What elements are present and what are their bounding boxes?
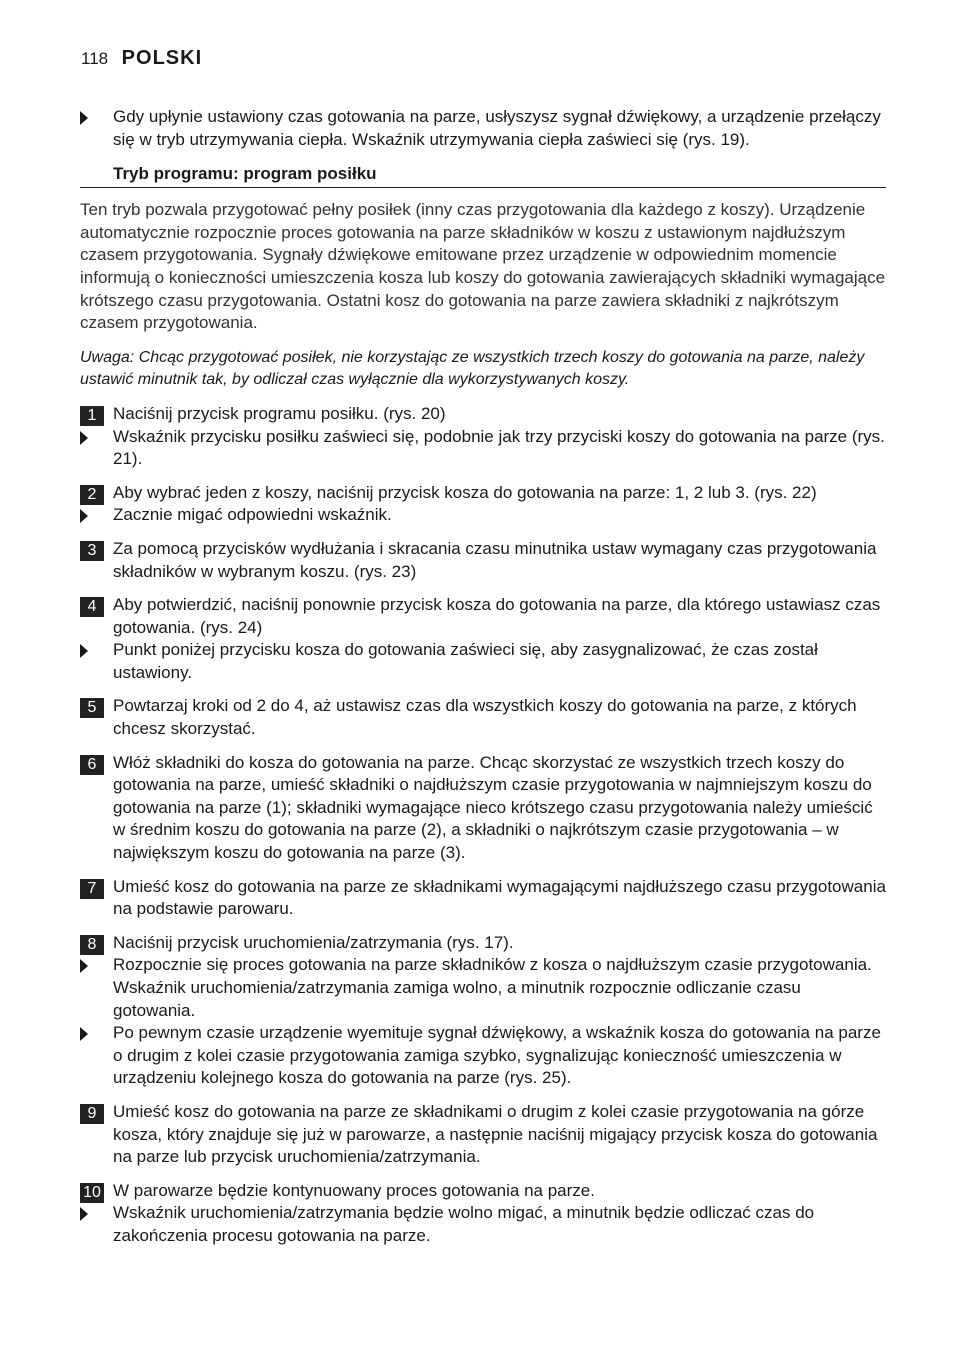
result-bullet (80, 106, 886, 151)
result-bullet (80, 1202, 886, 1247)
result-bullet (80, 504, 886, 527)
step-number-badge: 10 (80, 1183, 104, 1203)
step-number-badge: 3 (80, 541, 104, 561)
section-intro: Ten tryb pozwala przygotować pełny posiłek (inny czas przygotowania dla każdego z koszy). Urządzenie automatycznie rozpocznie proces gotowania na parze składników w koszu z ustawionym najdłuższym czasem przygotowania. Sygnały dźwiękowe emitowane przez urządzenie w odpowiednim momencie informują o konieczności umieszczenia kosza lub koszy do gotowania zawierających składniki wymagające krótszego czasu przygotowania. Ostatni kosz do gotowania na parze zawiera składniki z najkrótszym czasem przygotowania. (80, 200, 886, 333)
steps-list (80, 403, 886, 1248)
step-item (80, 752, 886, 865)
step-item (80, 403, 886, 471)
bullet-text: Wskaźnik przycisku posiłku zaświeci się, podobnie jak trzy przyciski koszy do gotowania na parze (rys. 21). (113, 426, 885, 469)
step-instruction (80, 403, 886, 426)
result-bullet (80, 639, 886, 684)
result-bullet (80, 426, 886, 471)
bullet-text: Zacznie migać odpowiedni wskaźnik. (113, 505, 392, 525)
step-number-badge: 6 (80, 755, 104, 775)
step-item (80, 1101, 886, 1169)
step-instruction (80, 482, 886, 505)
bullet-text: Punkt poniżej przycisku kosza do gotowania zaświeci się, aby zasygnalizować, że czas został ustawiony. (113, 640, 818, 682)
step-text: Naciśnij przycisk programu posiłku. (rys. 20) (113, 403, 446, 423)
bullet-text: Po pewnym czasie urządzenie wyemituje sygnał dźwiękowy, a wskaźnik kosza do gotowania na parze o drugim z kolei czasie przygotowania zamiga szybko, sygnalizując konieczność umieszczenia w urządzeniu kolejnego kosza do gotowania na parze (rys. 25). (113, 1023, 881, 1088)
step-text: Aby wybrać jeden z koszy, naciśnij przycisk kosza do gotowania na parze: 1, 2 lub 3. (rys. 22) (113, 482, 817, 502)
bullet-text: Gdy upłynie ustawiony czas gotowania na parze, usłyszysz sygnał dźwiękowy, a urządzenie przełączy się w tryb utrzymywania ciepła. Wskaźnik utrzymywania ciepła zaświeci się (rys. 19). (113, 107, 881, 149)
step-instruction (80, 1101, 886, 1169)
bullet-text: Wskaźnik uruchomienia/zatrzymania będzie wolno migać, a minutnik będzie odliczać czas do zakończenia procesu gotowania na parze. (113, 1203, 815, 1245)
bullet-triangle-icon (80, 955, 88, 980)
bullet-triangle-icon (80, 1203, 88, 1228)
bullet-triangle-icon (80, 640, 88, 665)
step-item (80, 876, 886, 921)
step-item (80, 482, 886, 527)
bullet-text: Rozpocznie się proces gotowania na parze składników z kosza o najdłuższym czasie przygotowania. Wskaźnik uruchomienia/zatrzymania zamiga wolno, a minutnik rozpocznie odliczanie czasu gotowania. (113, 955, 872, 1020)
step-item (80, 538, 886, 583)
step-number-badge: 4 (80, 597, 104, 617)
result-bullet (80, 1022, 886, 1090)
step-item (80, 932, 886, 1090)
step-text: Aby potwierdzić, naciśnij ponownie przycisk kosza do gotowania na parze, dla którego ustawiasz czas gotowania. (rys. 24) (113, 595, 881, 637)
step-instruction (80, 932, 886, 955)
bullet-triangle-icon (80, 1023, 88, 1048)
step-text: Powtarzaj kroki od 2 do 4, aż ustawisz czas dla wszystkich koszy do gotowania na parze, z których chcesz skorzystać. (113, 696, 857, 739)
step-item (80, 594, 886, 684)
page-number: 118 (81, 49, 109, 68)
step-number-badge: 5 (80, 698, 104, 718)
page-content (80, 106, 886, 1248)
bullet-triangle-icon (80, 107, 88, 132)
step-text: Za pomocą przycisków wydłużania i skracania czasu minutnika ustaw wymagany czas przygotowania składników w wybranym koszu. (rys. 23) (113, 538, 877, 581)
step-text: Umieść kosz do gotowania na parze ze składnikami wymagającymi najdłuższego czasu przygotowania na podstawie parowaru. (113, 876, 886, 919)
step-instruction (80, 594, 886, 639)
step-text: W parowarze będzie kontynuowany proces gotowania na parze. (113, 1180, 595, 1200)
step-instruction (80, 695, 886, 740)
language-label: POLSKI (121, 47, 203, 69)
step-number-badge: 8 (80, 935, 104, 955)
step-number-badge: 9 (80, 1104, 104, 1124)
bullet-triangle-icon (80, 427, 88, 452)
bullet-triangle-icon (80, 505, 88, 530)
step-number-badge: 2 (80, 485, 104, 505)
step-instruction (80, 752, 886, 865)
section-note: Uwaga: Chcąc przygotować posiłek, nie korzystając ze wszystkich trzech koszy do gotowania na parze, należy ustawić minutnik tak, by odliczał czas wyłącznie dla wykorzystywanych koszy. (80, 348, 865, 389)
step-text: Naciśnij przycisk uruchomienia/zatrzymania (rys. 17). (113, 932, 514, 952)
result-bullet (80, 954, 886, 1022)
step-number-badge: 7 (80, 879, 104, 899)
step-text: Umieść kosz do gotowania na parze ze składnikami o drugim z kolei czasie przygotowania na górze kosza, który znajduje się już w parowarze, a następnie naciśnij migający przycisk kosza do gotowania na parze lub przycisk uruchomienia/zatrzymania. (113, 1101, 878, 1167)
step-instruction (80, 876, 886, 921)
step-item (80, 1180, 886, 1248)
page-header (81, 47, 202, 70)
step-item (80, 695, 886, 740)
step-text: Włóż składniki do kosza do gotowania na parze. Chcąc skorzystać ze wszystkich trzech koszy do gotowania na parze, umieść składniki o najdłuższym czasie przygotowania w najmniejszym koszu do gotowania na parze (1); składniki wymagające nieco krótszego czasu przygotowania należy umieścić w średnim koszu do gotowania na parze (2), a składniki o najkrótszym czasie przygotowania – w największym koszu do gotowania na parze (3). (113, 752, 873, 863)
step-instruction (80, 538, 886, 583)
step-number-badge: 1 (80, 406, 104, 426)
step-instruction (80, 1180, 886, 1203)
section-heading: Tryb programu: program posiłku (80, 163, 886, 188)
